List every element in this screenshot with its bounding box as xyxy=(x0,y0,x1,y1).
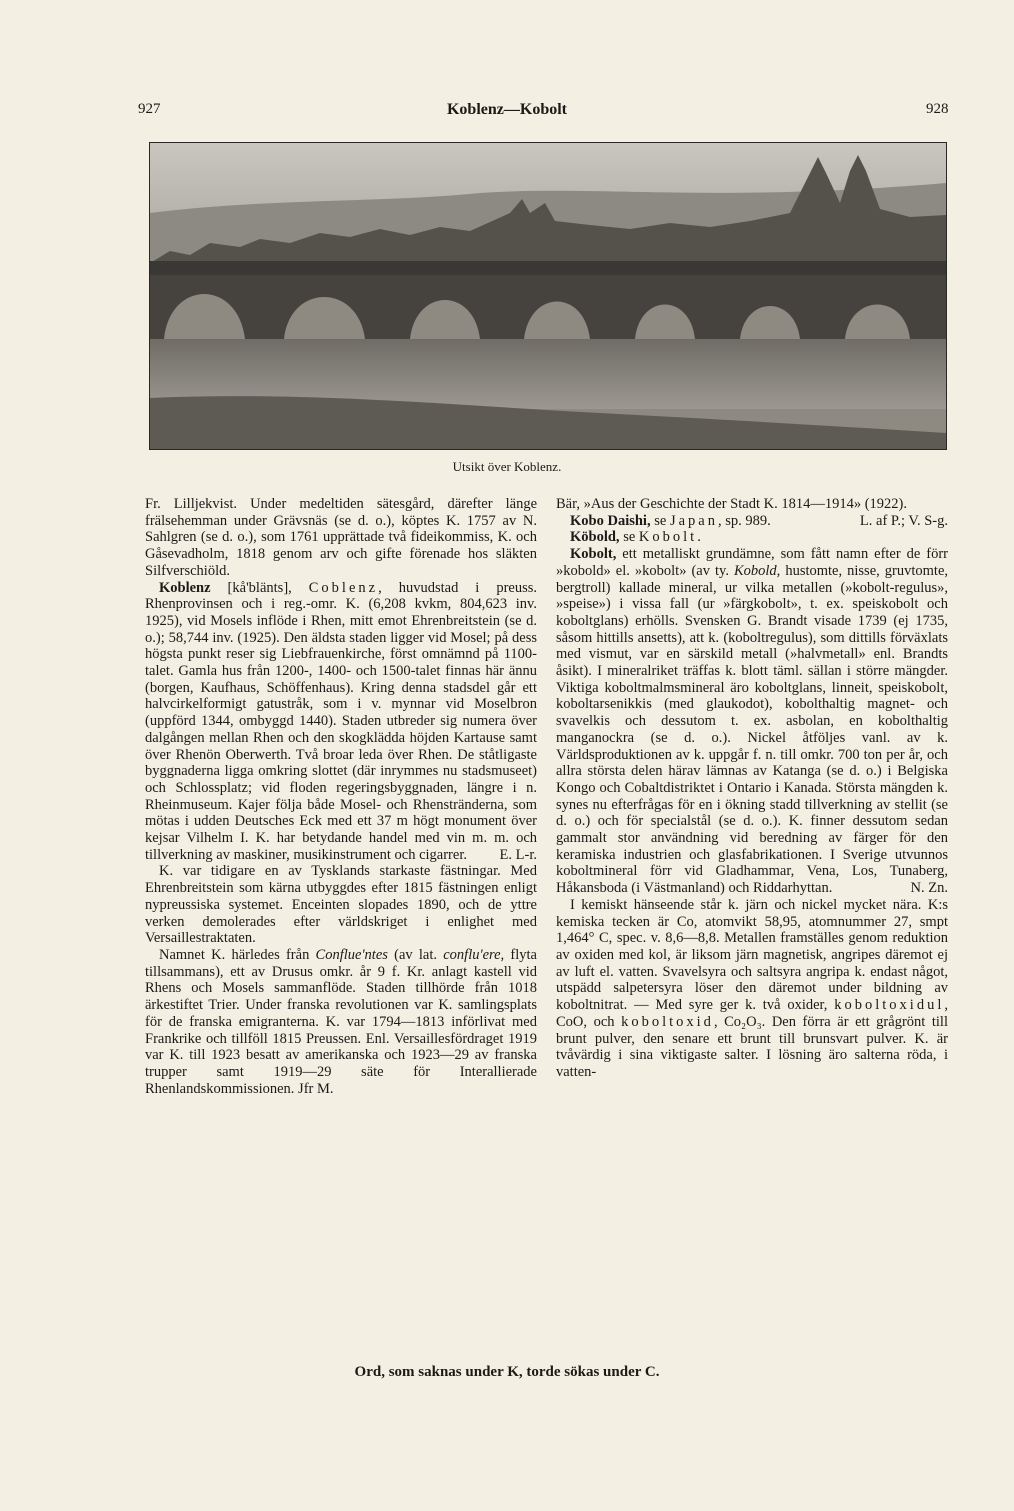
article-kobold xyxy=(556,529,948,546)
left-column xyxy=(145,496,537,1097)
text-segment: (av lat. xyxy=(387,946,444,963)
text-segment: I kemiskt hänseende står k. järn och nickel mycket nära. K:s kemiska tecken är Co, atomvikt 58,95, atomnummer 27, smpt 1,464° C, spec. v. 8,6—8,8. Metallen framställes genom reduktion av oxiden med kol, är liksom järn magnetisk, angripes däremot ej av luft el. vatten. Svavelsyra och saltsyra angripa k. endast något, utspädd salpetersyra löser den däremot under bildning av koboltnitrat. — Med syre ger k. två oxider, xyxy=(556,896,948,1014)
text-segment: , sp. 989. xyxy=(717,512,771,529)
spaced-koboltoxid: koboltoxid xyxy=(621,1013,714,1030)
text-segment: , CoO, och xyxy=(556,997,948,1030)
page-number-left: 927 xyxy=(138,101,161,117)
footer-note: Ord, som saknas under K, torde sökas under C. xyxy=(354,1364,660,1380)
text-segment: . xyxy=(697,529,701,546)
text-segment: ett metalliskt grundämne, som fått namn efter de förr »kobold» el. »kobolt» (av ty. xyxy=(556,546,948,579)
koblenz-photo xyxy=(149,142,947,450)
text-segment: , Co₂O₃. Den förra är ett grågrönt till brunt pulver, den senare ett brunt till brunsvart pulver. K. är tvåvärdig i sina viktigaste salter. I lösning äro salterna röda, i vatten- xyxy=(556,1013,948,1080)
pronunciation: [kå'blänts], xyxy=(210,579,309,596)
text-segment: Namnet K. härledes från xyxy=(159,946,316,963)
spaced-kobolt: Kobolt xyxy=(638,529,698,546)
signature-lafp: L. af P.; V. S-g. xyxy=(859,512,948,529)
paragraph-chemistry xyxy=(556,897,948,1081)
signature-elr: E. L-r. xyxy=(499,846,537,863)
text-segment: hustomte, nisse, gruvtomte, bergtroll) kallade mineral, ur vilka metallen (»kobolt-regulus», »speise») i vissa fall (ur »färgkobolt», t. ex. speiskobolt och koboltglans) erhölls. Svensken G. Brandt visade 1739 (ej 1735, såsom hittills ansetts), att k. (koboltregulus), som dittills förväxlats med vismut, var en särskild metall (»halvmetall» enl. Brandts åsikt). I mineralriket träffas k. blott täml. sällan i större mängder. Viktiga koboltmalmsmineral äro koboltglans, linneit, speiskobolt, koboltarsenikkis (med glaukodot), kobolthaltig magnet- och svavelkis och dessutom t. ex. asbolan, en kobolthaltig manganockra (se d. o.). Nickel åtföljes vanl. av k. Världsproduktionen av k. uppgår f. n. till omkr. 700 ton per år, och allra största delen härav lämnas av Katanga (se d. o.) i Belgiska Kongo och Cobaltdistriktet i Ontario i Kanada. Största mängden k. synes nu efterfrågas för en i ökning stadd tillverkning av stellit (se d. o.) och för specialstål (se d. o.). K. finner dessutom sedan gammalt stor användning vid beredning av färger för den keramiska industrien och glasfabrikationen. I Sverige utvunnos koboltmineral förr vid Gladhammar, Vena, Los, Tunaberg, Håkansboda (i Västmanland) och Riddarhyttan. xyxy=(556,562,948,897)
article-kobolt xyxy=(556,546,948,897)
signature-nzn: N. Zn. xyxy=(910,880,948,897)
spaced-japan: Japan xyxy=(669,512,718,529)
bridge-deck xyxy=(150,261,946,275)
figure-caption: Utsikt över Koblenz. xyxy=(452,459,562,474)
paragraph-fortress: K. var tidigare en av Tysklands starkaste fästningar. Med Ehrenbreitstein som kärna utbyggdes efter 1815 fästningen enligt nypreussiska systemet. Enceinten slopades 1890, och de yttre verken demolerades efter världskriget i enlighet med Versaillestraktaten. xyxy=(145,863,537,947)
text-segment: Bär, »Aus der Geschichte der Stadt K. 1814—1914» (1922). xyxy=(556,496,907,512)
italic-confluere: conflu'ere, xyxy=(443,946,505,963)
bridge-arches xyxy=(150,275,946,339)
paragraph-lilljekvist: Fr. Lilljekvist. Under medeltiden sätesgård, därefter länge frälsehemman under Grävsnäs (se d. o.), köptes K. 1757 av N. Sahlgren (se d. o.), som 1761 upprättade två fideikommiss, K. och Gåsevadholm, 1818 genom arv och gifte förenade hos släkten Silfverschiöld. xyxy=(145,496,537,579)
text-segment: se xyxy=(650,512,670,529)
headword-kobolt: Kobolt, xyxy=(570,546,617,563)
right-column xyxy=(556,496,948,1081)
italic-kobold: Kobold, xyxy=(733,562,781,579)
article-koblenz xyxy=(145,580,537,864)
running-head: Koblenz—Kobolt xyxy=(446,101,567,118)
italic-confluentes: Conflue'ntes xyxy=(315,946,388,963)
headword-koblenz: Koblenz xyxy=(159,579,211,596)
paragraph-name-origin xyxy=(145,947,537,1097)
spaced-coblenz: Coblenz xyxy=(308,579,379,596)
headword-kobold: Köbold, xyxy=(570,529,620,546)
text-segment: flyta tillsammans), ett av Drusus omkr. år 9 f. Kr. anlagt kastell vid Rhens och Mosels sammanflöde. Staden tillhörde från 1018 ärkestiftet Trier. Under franska revolutionen var K. samlingsplats för de franska emigranterna. K. var 1794—1813 införlivat med Frankrike och tillföll 1815 Preussen. Enl. Versaillesfördraget 1919 var K. till 1923 besatt av amerikanska och 1923—29 av franska trupper samt 1919—29 säte för Interallierade Rhenlandskommissionen. Jfr M. xyxy=(145,946,537,1097)
headword-kobo-daishi: Kobo Daishi, xyxy=(570,512,651,529)
spaced-koboltoxidul: koboltoxidul xyxy=(834,997,945,1014)
text-segment: se xyxy=(619,529,639,546)
page-number-right: 928 xyxy=(926,101,949,117)
koblenz-text: , huvudstad i preuss. Rhenprovinsen och i reg.-omr. K. (6,208 kvkm, 804,623 inv. 1925), vid Mosels inflöde i Rhen, mitt emot Ehrenbreitstein (se d. o.); 58,744 inv. (1925). Den äldsta staden ligger vid Mosel; på dess högsta punkt reser sig Liebfrauenkirche, först omnämnd på 1100-talet. Gamla hus från 1200-, 1400- och 1500-talet finnas här ännu (borgen, Kaufhaus, Schöffenhaus). Kring denna stadsdel går ett halvcirkelformigt gatustråk, som i v. mynnar vid Moselbron (uppförd 1344, ombyggd 1440). Staden utbreder sig numera över dalgången mellan Rhen och den skogklädda höjden Kartause samt över Rhenön Oberwerth. Två broar leda över Rhen. De ståtligaste byggnaderna ligga omkring slottet (där inrymmes nu stadsmuseet) och Schlossplatz; vid floden regeringsbyggnaden, längre i n. Rheinmuseum. Kajer följa både Mosel- och Rhenstränderna, som mötas i udden Deutsches Eck med ett 37 m högt monument över kejsar Vilhelm I. K. har betydande handel med vin m. m. och tillverkning av maskiner, musikinstrument och cigarrer. xyxy=(145,579,538,863)
